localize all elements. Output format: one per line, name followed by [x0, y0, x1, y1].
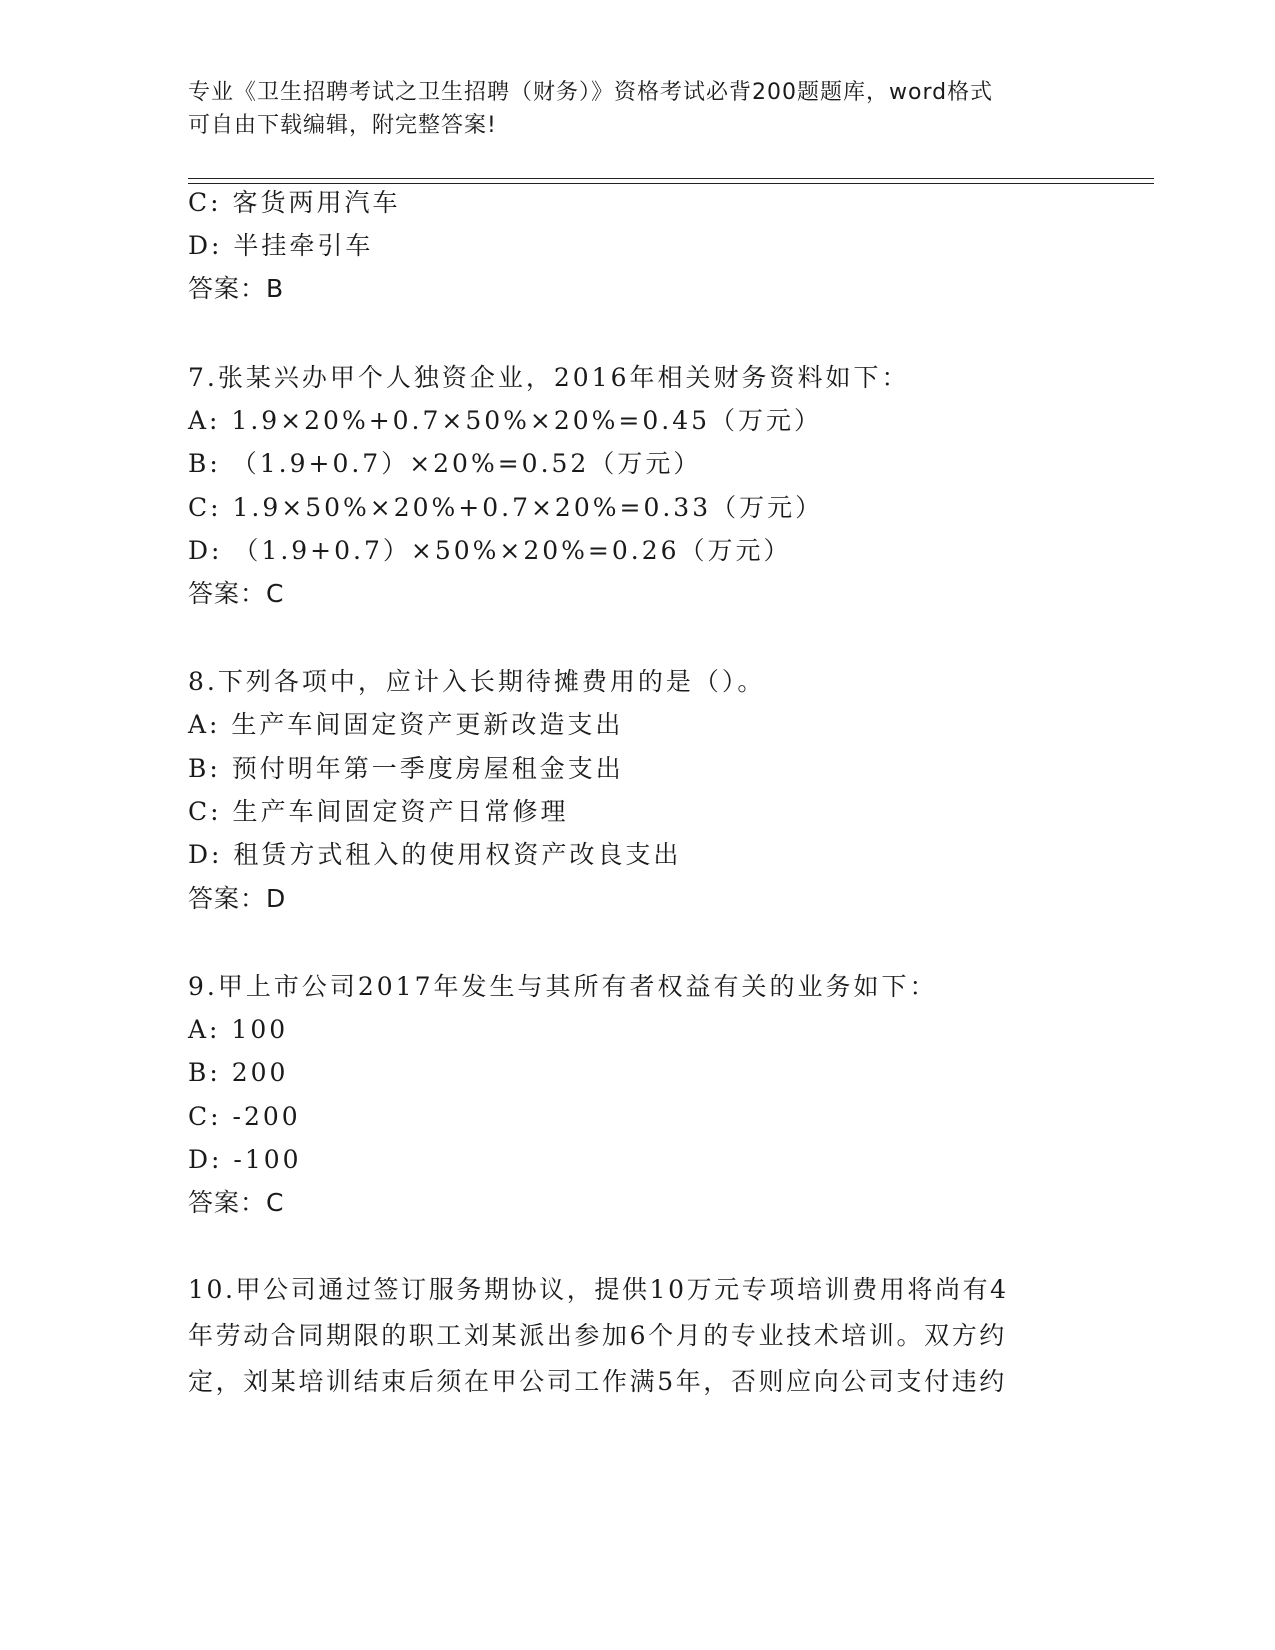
- q7-answer: 答案：C: [188, 579, 285, 608]
- header-divider-bottom: [188, 183, 1154, 184]
- q9-answer: 答案：C: [188, 1188, 285, 1217]
- q8-answer: 答案：D: [188, 884, 287, 913]
- q7-option-d: D: （1.9+0.7）×50%×20%=0.26（万元）: [188, 536, 792, 565]
- q9-question: 9.甲上市公司2017年发生与其所有者权益有关的业务如下：: [188, 972, 938, 1001]
- q9-option-b: B: 200: [188, 1058, 289, 1087]
- q10-question-line-1: 10.甲公司通过签订服务期协议，提供10万元专项培训费用将尚有4: [188, 1275, 1009, 1304]
- q10-question-line-2: 年劳动合同期限的职工刘某派出参加6个月的专业技术培训。双方约: [188, 1321, 1007, 1350]
- header-divider-top: [188, 178, 1154, 179]
- q7-option-b: B: （1.9+0.7）×20%=0.52（万元）: [188, 449, 702, 478]
- q6-answer: 答案：B: [188, 274, 285, 303]
- q8-option-d: D: 租赁方式租入的使用权资产改良支出: [188, 840, 682, 869]
- q9-option-d: D: -100: [188, 1145, 302, 1174]
- q9-option-a: A: 100: [188, 1015, 289, 1044]
- q8-option-a: A: 生产车间固定资产更新改造支出: [188, 710, 624, 739]
- q8-option-b: B: 预付明年第一季度房屋租金支出: [188, 754, 624, 783]
- q6-option-d: D: 半挂牵引车: [188, 231, 374, 260]
- q10-question-line-3: 定，刘某培训结束后须在甲公司工作满5年，否则应向公司支付违约: [188, 1367, 1007, 1396]
- q9-option-c: C: -200: [188, 1102, 301, 1131]
- document-header: [188, 76, 1068, 142]
- q7-question: 7.张某兴办甲个人独资企业，2016年相关财务资料如下：: [188, 363, 910, 392]
- q6-option-c: C: 客货两用汽车: [188, 188, 401, 217]
- header-title-line-2: 可自由下载编辑，附完整答案!: [188, 113, 497, 138]
- q8-option-c: C: 生产车间固定资产日常修理: [188, 797, 569, 826]
- q8-question: 8.下列各项中，应计入长期待摊费用的是（）。: [188, 667, 766, 696]
- q7-option-c: C: 1.9×50%×20%+0.7×20%=0.33（万元）: [188, 493, 824, 522]
- header-title-line-1: 专业《卫生招聘考试之卫生招聘（财务）》资格考试必背200题题库，word格式: [188, 80, 994, 105]
- q10-question: [188, 1267, 1068, 1405]
- q7-option-a: A: 1.9×20%+0.7×50%×20%=0.45（万元）: [188, 406, 823, 435]
